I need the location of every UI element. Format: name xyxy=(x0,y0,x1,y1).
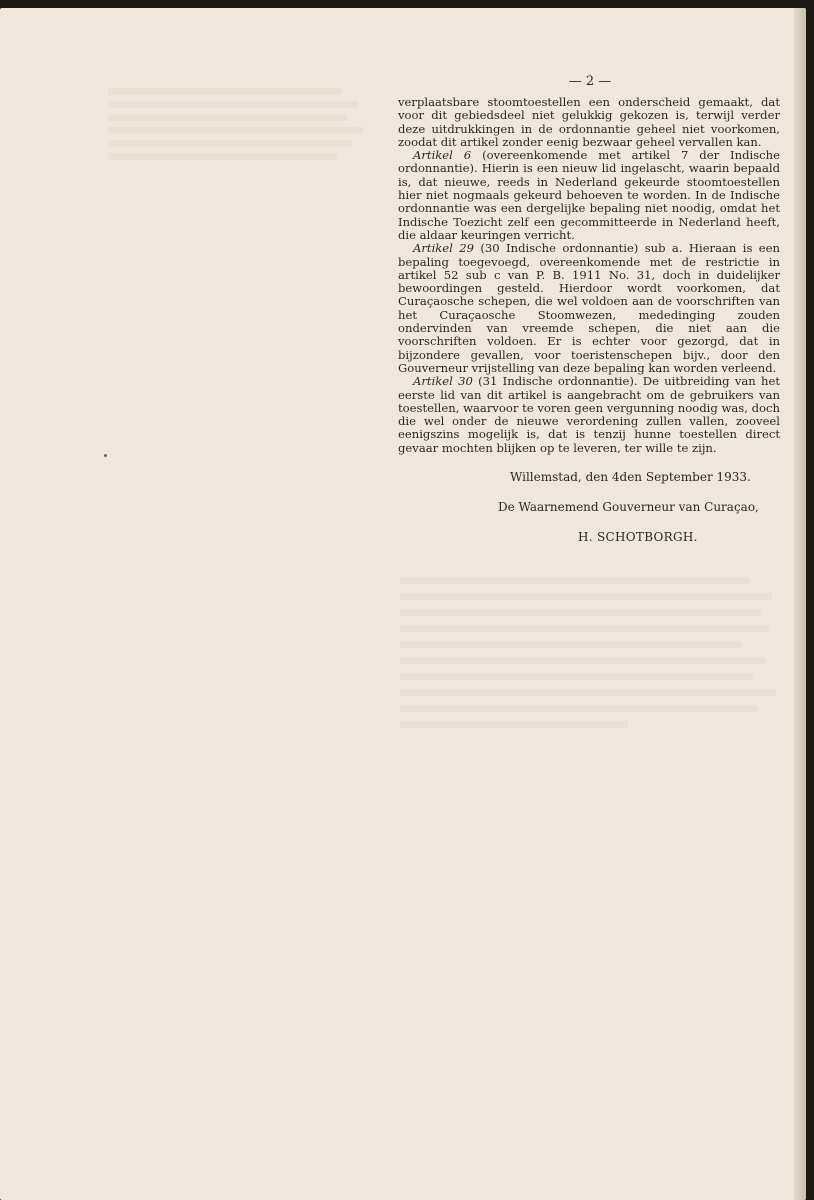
bleed-through-right xyxy=(400,568,780,737)
page-edge xyxy=(794,8,806,1200)
paragraph xyxy=(398,375,780,455)
place-date: Willemstad, den 4den September 1933. xyxy=(510,470,751,484)
article-lead: Artikel 30 xyxy=(413,374,473,389)
paragraph-text: (30 Indische ordonnantie) sub a. Hieraan is een bepaling toegevoegd, overeenkomende met de restrictie in artikel 52 sub c van P. B. 1911 No. 31, doch in duidelijker bewoordingen gesteld. Hierdoor wordt voorkomen, dat Curaçaosche schepen, die wel voldoen aan de voorschriften van het Curaçaosche Stoomwezen, mededinging zouden ondervinden van vreemde schepen, die niet aan die voorschriften voldoen. Er is echter voor gezorgd, dat in bijzondere gevallen, voor toeristenschepen bijv., door den Gouverneur vrijstelling van deze bepaling kan worden verleend. xyxy=(398,241,780,375)
bleed-through-left xyxy=(108,78,368,166)
signature: H. SCHOTBORGH. xyxy=(578,530,698,544)
paragraph xyxy=(398,242,780,375)
article-lead: Artikel 29 xyxy=(413,241,474,256)
page-number: — 2 — xyxy=(568,74,612,89)
margin-speck xyxy=(104,454,107,457)
body-text xyxy=(398,96,780,455)
paragraph xyxy=(398,149,780,242)
document-page xyxy=(0,8,806,1200)
paragraph xyxy=(398,96,780,149)
paragraph-text: verplaatsbare stoomtoestellen een onderscheid gemaakt, dat voor dit gebiedsdeel niet gelukkig gekozen is, terwijl verder deze uitdrukkingen in de ordonnantie geheel niet voorkomen, zoodat dit artikel zonder eenig bezwaar geheel vervallen kan. xyxy=(398,95,780,149)
governor-title: De Waarnemend Gouverneur van Curaçao, xyxy=(498,500,759,514)
paragraph-text: (31 Indische ordonnantie). De uitbreiding van het eerste lid van dit artikel is aangebracht om de gebruikers van toestellen, waarvoor te voren geen vergunning noodig was, doch die wel onder de nieuwe verordening zullen vallen, zooveel eenigszins mogelijk is, dat is tenzij hunne toestellen direct gevaar mochten blijken op te leveren, ter wille te zijn. xyxy=(398,374,780,455)
article-lead: Artikel 6 xyxy=(413,148,472,163)
paragraph-text: (overeenkomende met artikel 7 der Indische ordonnantie). Hierin is een nieuw lid ingelascht, waarin bepaald is, dat nieuwe, reeds in Nederland gekeurde stoomtoestellen hier niet nogmaals gekeurd behoeven te worden. In de Indische ordonnantie was een dergelijke bepaling niet noodig, omdat het Indische Toezicht zelf een gecommitteerde in Nederland heeft, die aldaar keuringen verricht. xyxy=(398,148,780,242)
